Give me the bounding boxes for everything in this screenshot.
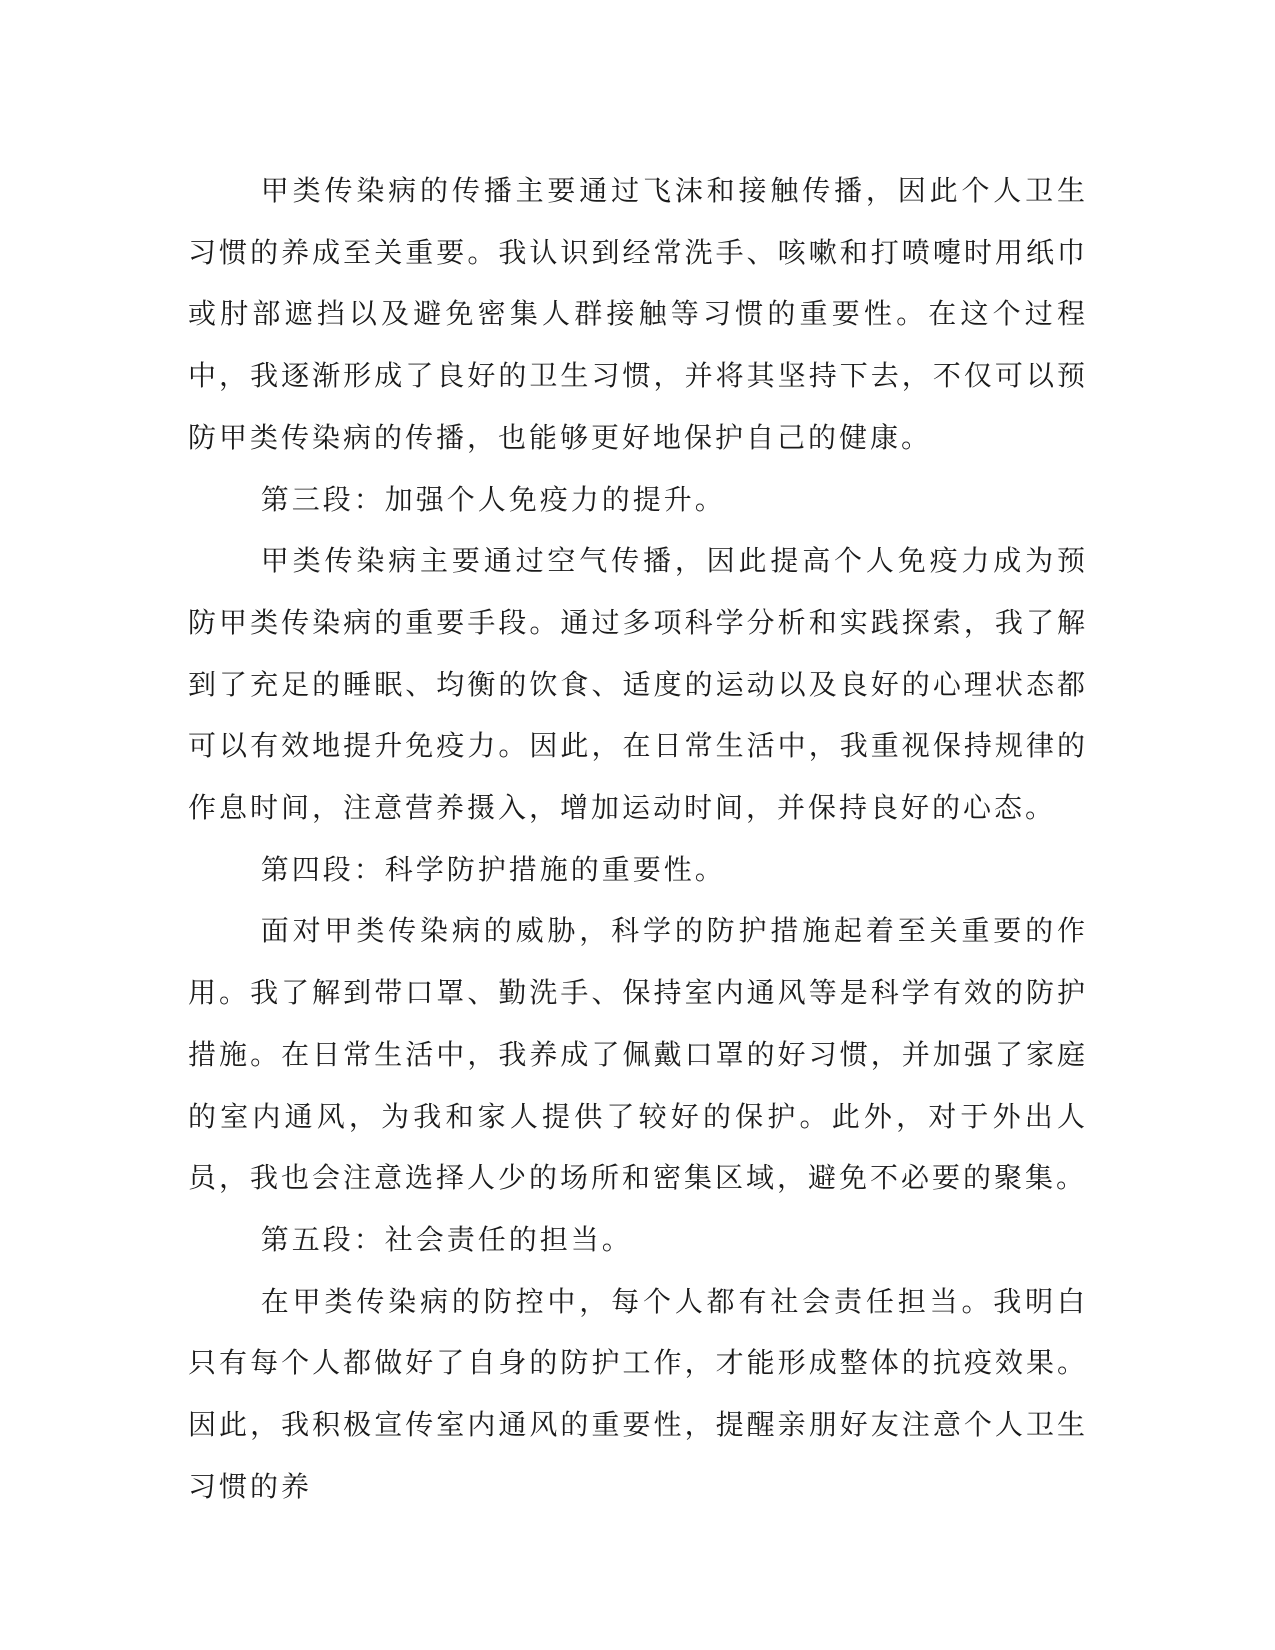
section-heading-5: 第五段：社会责任的担当。 xyxy=(260,1222,633,1256)
section-heading-4: 第四段：科学防护措施的重要性。 xyxy=(260,852,726,886)
section-heading-3: 第三段：加强个人免疫力的提升。 xyxy=(260,482,726,516)
paragraph-immunity: 甲类传染病主要通过空气传播，因此提高个人免疫力成为预防甲类传染病的重要手段。通过多项科学分析和实践探索，我了解到了充足的睡眠、均衡的饮食、适度的运动以及良好的心理状态都可以有效地提升免疫力。因此，在日常生活中，我重视保持规律的作息时间，注意营养摄入，增加运动时间，并保持良好的心态。 xyxy=(188,544,1088,825)
document-body xyxy=(188,160,1088,1517)
paragraph-hygiene-habits: 甲类传染病的传播主要通过飞沫和接触传播，因此个人卫生习惯的养成至关重要。我认识到经常洗手、咳嗽和打喷嚏时用纸巾或肘部遮挡以及避免密集人群接触等习惯的重要性。在这个过程中，我逐渐形成了良好的卫生习惯，并将其坚持下去，不仅可以预防甲类传染病的传播，也能够更好地保护自己的健康。 xyxy=(188,174,1088,454)
paragraph-social-responsibility: 在甲类传染病的防控中，每个人都有社会责任担当。我明白只有每个人都做好了自身的防护工作，才能形成整体的抗疫效果。因此，我积极宣传室内通风的重要性，提醒亲朋好友注意个人卫生习惯的养 xyxy=(188,1284,1088,1503)
paragraph-protection-measures: 面对甲类传染病的威胁，科学的防护措施起着至关重要的作用。我了解到带口罩、勤洗手、保持室内通风等是科学有效的防护措施。在日常生活中，我养成了佩戴口罩的好习惯，并加强了家庭的室内通风，为我和家人提供了较好的保护。此外，对于外出人员，我也会注意选择人少的场所和密集区域，避免不必要的聚集。 xyxy=(188,914,1088,1195)
